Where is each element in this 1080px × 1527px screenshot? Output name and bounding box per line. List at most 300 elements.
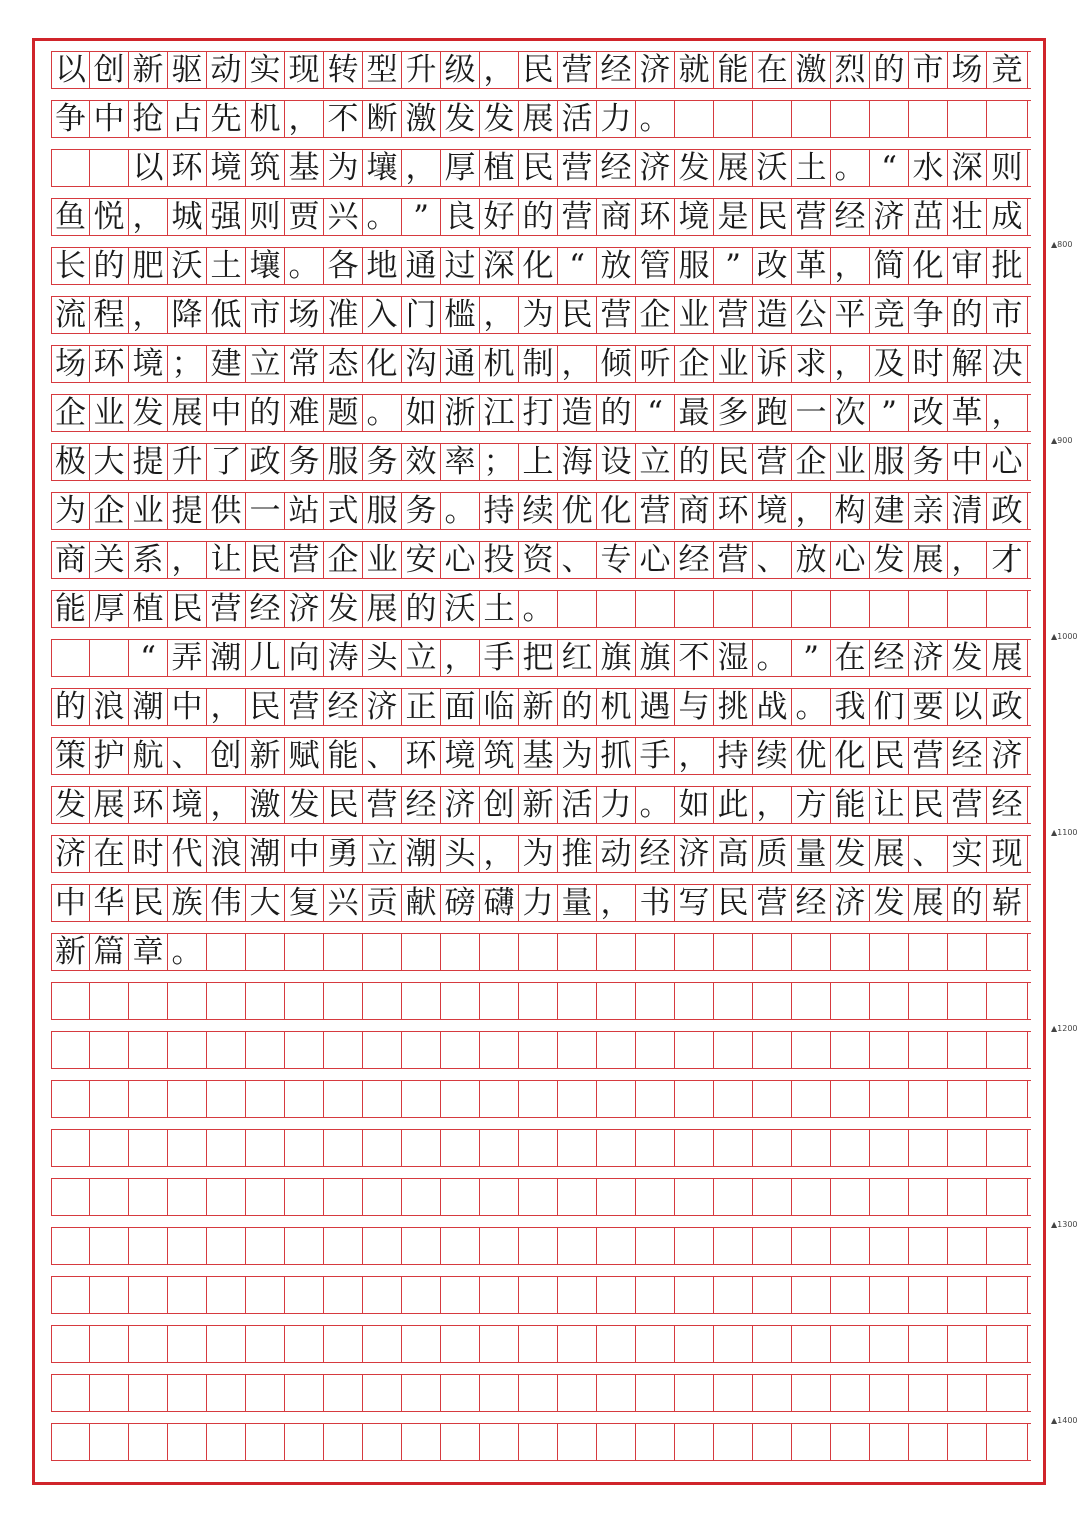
- grid-cell: 听: [636, 346, 675, 382]
- grid-cell: [753, 1032, 792, 1068]
- grid-cell: [831, 1130, 870, 1166]
- grid-cell: 业: [129, 493, 168, 529]
- grid-cell: [909, 1375, 948, 1411]
- grid-cell: [51, 1228, 90, 1264]
- grid-cell: [597, 1326, 636, 1362]
- grid-cell: [597, 1179, 636, 1215]
- grid-cell: [441, 1032, 480, 1068]
- grid-cell: 展: [90, 787, 129, 823]
- grid-cell: 沃: [168, 248, 207, 284]
- grid-cell: 的: [675, 444, 714, 480]
- grid-cell: 悦: [90, 199, 129, 235]
- grid-cell: [285, 1277, 324, 1313]
- grid-cell: 升: [168, 444, 207, 480]
- grid-cell: 海: [558, 444, 597, 480]
- grid-cell: [90, 1081, 129, 1117]
- grid-cell: [402, 1130, 441, 1166]
- grid-cell: 过: [441, 248, 480, 284]
- grid-cell: [909, 1032, 948, 1068]
- grid-cell: [948, 1081, 987, 1117]
- grid-cell: [948, 1424, 987, 1460]
- grid-cell: [402, 1081, 441, 1117]
- grid-cell: 新: [129, 52, 168, 88]
- grid-cell: [792, 1179, 831, 1215]
- grid-cell: 伟: [207, 885, 246, 921]
- grid-cell: 济: [636, 150, 675, 186]
- grid-cell: [948, 1032, 987, 1068]
- grid-cell: 能: [51, 591, 90, 627]
- grid-cell: [753, 1277, 792, 1313]
- grid-cell: [909, 1424, 948, 1460]
- grid-cell: 。: [441, 493, 480, 529]
- grid-cell: 大: [246, 885, 285, 921]
- grid-cell: 槛: [441, 297, 480, 333]
- grid-cell: [168, 1179, 207, 1215]
- grid-cell: [675, 1375, 714, 1411]
- grid-cell: [558, 1032, 597, 1068]
- grid-cell: [870, 591, 909, 627]
- grid-cell: [207, 1375, 246, 1411]
- grid-cell: 决: [987, 346, 1028, 382]
- grid-cell: 书: [636, 885, 675, 921]
- grid-cell: 不: [675, 640, 714, 676]
- grid-cell: 质: [753, 836, 792, 872]
- grid-cell: 济: [441, 787, 480, 823]
- grid-cell: 浙: [441, 395, 480, 431]
- grid-cell: 展: [870, 836, 909, 872]
- grid-cell: 基: [519, 738, 558, 774]
- grid-cell: [324, 1277, 363, 1313]
- margin-marker: ▲1200: [1051, 1024, 1078, 1033]
- grid-cell: ，: [168, 542, 207, 578]
- grid-row: [51, 688, 1031, 726]
- grid-cell: 展: [168, 395, 207, 431]
- grid-cell: [753, 1081, 792, 1117]
- grid-cell: 良: [441, 199, 480, 235]
- grid-cell: 境: [753, 493, 792, 529]
- grid-cell: [207, 983, 246, 1019]
- grid-cell: [714, 101, 753, 137]
- grid-cell: 续: [753, 738, 792, 774]
- grid-cell: [441, 983, 480, 1019]
- grid-cell: [441, 1179, 480, 1215]
- grid-cell: 鱼: [51, 199, 90, 235]
- grid-cell: 遇: [636, 689, 675, 725]
- grid-cell: [324, 1375, 363, 1411]
- grid-cell: [714, 1277, 753, 1313]
- grid-cell: ，: [129, 297, 168, 333]
- grid-cell: [363, 1375, 402, 1411]
- grid-cell: 效: [402, 444, 441, 480]
- grid-cell: 发: [948, 640, 987, 676]
- grid-cell: [519, 983, 558, 1019]
- grid-cell: 的: [402, 591, 441, 627]
- grid-cell: ；: [480, 444, 519, 480]
- grid-cell: 发: [129, 395, 168, 431]
- grid-cell: [909, 1179, 948, 1215]
- grid-cell: 的: [870, 52, 909, 88]
- grid-cell: 营: [948, 787, 987, 823]
- grid-cell: 亲: [909, 493, 948, 529]
- grid-cell: [168, 1081, 207, 1117]
- grid-cell: [675, 1130, 714, 1166]
- grid-cell: 化: [363, 346, 402, 382]
- grid-cell: 营: [285, 689, 324, 725]
- grid-cell: 强: [207, 199, 246, 235]
- grid-cell: 展: [519, 101, 558, 137]
- grid-cell: 向: [285, 640, 324, 676]
- grid-cell: 中: [168, 689, 207, 725]
- grid-cell: [480, 983, 519, 1019]
- grid-cell: 解: [948, 346, 987, 382]
- grid-cell: 激: [402, 101, 441, 137]
- grid-cell: 、: [753, 542, 792, 578]
- grid-cell: 化: [909, 248, 948, 284]
- grid-cell: [207, 1277, 246, 1313]
- grid-cell: [987, 1081, 1028, 1117]
- grid-cell: ，: [285, 101, 324, 137]
- grid-cell: 实: [948, 836, 987, 872]
- grid-cell: 供: [207, 493, 246, 529]
- grid-cell: 资: [519, 542, 558, 578]
- grid-cell: 不: [324, 101, 363, 137]
- grid-cell: [480, 1424, 519, 1460]
- grid-cell: 江: [480, 395, 519, 431]
- grid-cell: [519, 1081, 558, 1117]
- grid-cell: 市: [246, 297, 285, 333]
- grid-cell: 民: [246, 542, 285, 578]
- grid-cell: [441, 1375, 480, 1411]
- grid-cell: 上: [519, 444, 558, 480]
- grid-cell: [831, 1375, 870, 1411]
- grid-cell: [558, 1179, 597, 1215]
- grid-cell: 制: [519, 346, 558, 382]
- grid-cell: [714, 1228, 753, 1264]
- grid-cell: 经: [246, 591, 285, 627]
- grid-cell: [558, 1326, 597, 1362]
- grid-cell: [675, 934, 714, 970]
- grid-cell: [90, 150, 129, 186]
- grid-cell: 经: [948, 738, 987, 774]
- margin-marker: ▲800: [1051, 240, 1073, 249]
- grid-cell: 式: [324, 493, 363, 529]
- grid-cell: 经: [636, 836, 675, 872]
- grid-cell: 关: [90, 542, 129, 578]
- grid-cell: 经: [792, 885, 831, 921]
- grid-cell: 兴: [324, 199, 363, 235]
- grid-cell: [363, 1326, 402, 1362]
- grid-cell: 环: [714, 493, 753, 529]
- grid-cell: 实: [246, 52, 285, 88]
- grid-cell: 服: [675, 248, 714, 284]
- grid-cell: 华: [90, 885, 129, 921]
- grid-cell: 竞: [987, 52, 1028, 88]
- grid-cell: 涛: [324, 640, 363, 676]
- grid-cell: 民: [714, 444, 753, 480]
- grid-cell: 成: [987, 199, 1028, 235]
- grid-cell: [519, 1326, 558, 1362]
- grid-cell: 政: [987, 493, 1028, 529]
- grid-cell: 弄: [168, 640, 207, 676]
- grid-cell: 、: [363, 738, 402, 774]
- grid-cell: 为: [519, 836, 558, 872]
- grid-cell: [324, 1032, 363, 1068]
- grid-cell: ；: [168, 346, 207, 382]
- grid-cell: [285, 1326, 324, 1362]
- grid-cell: [168, 1032, 207, 1068]
- grid-cell: [402, 1375, 441, 1411]
- grid-cell: [636, 1375, 675, 1411]
- grid-cell: 优: [558, 493, 597, 529]
- grid-cell: 升: [402, 52, 441, 88]
- grid-cell: 中: [207, 395, 246, 431]
- grid-cell: 水: [909, 150, 948, 186]
- grid-cell: [636, 1081, 675, 1117]
- grid-cell: 革: [792, 248, 831, 284]
- grid-cell: [870, 1228, 909, 1264]
- grid-row: [51, 345, 1031, 383]
- grid-cell: [168, 1326, 207, 1362]
- grid-cell: ，: [558, 346, 597, 382]
- grid-cell: 沃: [753, 150, 792, 186]
- grid-cell: 通: [441, 346, 480, 382]
- grid-row: [51, 835, 1031, 873]
- grid-cell: 营: [558, 199, 597, 235]
- grid-cell: 务: [285, 444, 324, 480]
- grid-cell: [714, 1081, 753, 1117]
- grid-cell: [363, 1130, 402, 1166]
- margin-marker: ▲1000: [1051, 632, 1078, 641]
- grid-cell: 民: [246, 689, 285, 725]
- grid-cell: 立: [363, 836, 402, 872]
- grid-cell: 则: [246, 199, 285, 235]
- grid-cell: 管: [636, 248, 675, 284]
- grid-cell: [597, 1375, 636, 1411]
- grid-cell: 把: [519, 640, 558, 676]
- grid-cell: 。: [792, 689, 831, 725]
- grid-cell: 动: [207, 52, 246, 88]
- grid-cell: [519, 1130, 558, 1166]
- grid-cell: 心: [636, 542, 675, 578]
- grid-cell: 展: [363, 591, 402, 627]
- grid-cell: 为: [558, 738, 597, 774]
- grid-cell: [129, 1081, 168, 1117]
- grid-cell: 为: [519, 297, 558, 333]
- grid-cell: 新: [246, 738, 285, 774]
- grid-cell: 的: [51, 689, 90, 725]
- grid-cell: [51, 1032, 90, 1068]
- grid-cell: [714, 1032, 753, 1068]
- grid-cell: [207, 1130, 246, 1166]
- grid-cell: [324, 934, 363, 970]
- grid-cell: 立: [246, 346, 285, 382]
- grid-cell: 一: [792, 395, 831, 431]
- grid-row: [51, 541, 1031, 579]
- grid-cell: 降: [168, 297, 207, 333]
- grid-cell: 。: [363, 199, 402, 235]
- grid-cell: 章: [129, 934, 168, 970]
- grid-cell: [792, 1326, 831, 1362]
- grid-cell: ，: [831, 248, 870, 284]
- grid-cell: 企: [636, 297, 675, 333]
- grid-cell: [987, 1228, 1028, 1264]
- grid-cell: [987, 1130, 1028, 1166]
- grid-row: [51, 786, 1031, 824]
- grid-cell: 占: [168, 101, 207, 137]
- grid-cell: 时: [909, 346, 948, 382]
- grid-cell: 企: [324, 542, 363, 578]
- grid-cell: [987, 983, 1028, 1019]
- grid-cell: [285, 983, 324, 1019]
- grid-cell: 则: [987, 150, 1028, 186]
- grid-cell: 服: [870, 444, 909, 480]
- grid-cell: [636, 1179, 675, 1215]
- grid-cell: 。: [636, 787, 675, 823]
- grid-cell: 门: [402, 297, 441, 333]
- grid-cell: ，: [480, 297, 519, 333]
- grid-cell: [831, 1277, 870, 1313]
- grid-cell: [402, 1326, 441, 1362]
- grid-cell: 的: [519, 199, 558, 235]
- grid-cell: 篇: [90, 934, 129, 970]
- grid-cell: [441, 1081, 480, 1117]
- grid-cell: 土: [480, 591, 519, 627]
- grid-cell: 立: [402, 640, 441, 676]
- grid-cell: [363, 1228, 402, 1264]
- grid-cell: [129, 1228, 168, 1264]
- grid-cell: [519, 1424, 558, 1460]
- grid-cell: 放: [792, 542, 831, 578]
- grid-cell: [519, 1277, 558, 1313]
- grid-cell: [129, 983, 168, 1019]
- grid-cell: 的: [948, 297, 987, 333]
- grid-cell: [207, 1424, 246, 1460]
- grid-cell: [246, 1277, 285, 1313]
- grid-cell: [870, 1130, 909, 1166]
- grid-cell: 写: [675, 885, 714, 921]
- grid-cell: [168, 1277, 207, 1313]
- grid-cell: [675, 1228, 714, 1264]
- grid-cell: 能: [831, 787, 870, 823]
- grid-cell: 好: [480, 199, 519, 235]
- grid-cell: [246, 1130, 285, 1166]
- grid-cell: 环: [402, 738, 441, 774]
- grid-cell: 政: [987, 689, 1028, 725]
- grid-cell: 力: [597, 101, 636, 137]
- grid-cell: 推: [558, 836, 597, 872]
- grid-cell: 立: [636, 444, 675, 480]
- grid-cell: [753, 101, 792, 137]
- grid-cell: ，: [129, 199, 168, 235]
- grid-cell: [753, 934, 792, 970]
- grid-cell: [597, 1130, 636, 1166]
- grid-cell: 境: [129, 346, 168, 382]
- grid-cell: ”: [714, 248, 753, 284]
- grid-cell: 壮: [948, 199, 987, 235]
- grid-cell: [246, 983, 285, 1019]
- grid-cell: 航: [129, 738, 168, 774]
- grid-row: [51, 982, 1031, 1020]
- grid-cell: 经: [675, 542, 714, 578]
- grid-cell: [831, 934, 870, 970]
- grid-cell: [831, 1179, 870, 1215]
- grid-cell: 中: [948, 444, 987, 480]
- grid-cell: [909, 1081, 948, 1117]
- grid-cell: [870, 101, 909, 137]
- grid-cell: [324, 1179, 363, 1215]
- grid-cell: 革: [948, 395, 987, 431]
- grid-cell: [597, 1032, 636, 1068]
- grid-cell: [753, 1179, 792, 1215]
- grid-cell: [441, 934, 480, 970]
- grid-cell: [90, 1375, 129, 1411]
- grid-cell: [246, 934, 285, 970]
- grid-cell: 现: [987, 836, 1028, 872]
- grid-cell: [246, 1179, 285, 1215]
- grid-cell: [714, 983, 753, 1019]
- grid-cell: 场: [285, 297, 324, 333]
- grid-cell: [402, 1424, 441, 1460]
- grid-cell: 场: [51, 346, 90, 382]
- grid-cell: 旗: [597, 640, 636, 676]
- grid-cell: [675, 1424, 714, 1460]
- grid-cell: [519, 934, 558, 970]
- grid-cell: 发: [831, 836, 870, 872]
- grid-cell: [90, 1326, 129, 1362]
- grid-cell: [246, 1081, 285, 1117]
- grid-cell: [90, 1179, 129, 1215]
- grid-cell: 策: [51, 738, 90, 774]
- grid-cell: [909, 101, 948, 137]
- grid-cell: 活: [558, 787, 597, 823]
- grid-cell: [324, 1326, 363, 1362]
- grid-cell: 济: [51, 836, 90, 872]
- grid-cell: 长: [51, 248, 90, 284]
- grid-cell: 提: [129, 444, 168, 480]
- grid-cell: 续: [519, 493, 558, 529]
- grid-cell: 流: [51, 297, 90, 333]
- grid-cell: 发: [870, 542, 909, 578]
- grid-cell: ，: [207, 787, 246, 823]
- grid-cell: [597, 1228, 636, 1264]
- grid-cell: [987, 934, 1028, 970]
- grid-cell: 公: [792, 297, 831, 333]
- grid-cell: 通: [402, 248, 441, 284]
- grid-cell: 争: [909, 297, 948, 333]
- grid-cell: 经: [597, 150, 636, 186]
- grid-cell: [51, 1326, 90, 1362]
- grid-cell: 礴: [480, 885, 519, 921]
- grid-cell: 环: [129, 787, 168, 823]
- grid-cell: [675, 101, 714, 137]
- grid-cell: [51, 1081, 90, 1117]
- grid-cell: 企: [675, 346, 714, 382]
- grid-cell: 化: [831, 738, 870, 774]
- grid-cell: 。: [285, 248, 324, 284]
- grid-cell: 地: [363, 248, 402, 284]
- grid-cell: [519, 1375, 558, 1411]
- grid-cell: [129, 1326, 168, 1362]
- grid-cell: 筑: [480, 738, 519, 774]
- grid-cell: [168, 1375, 207, 1411]
- grid-cell: [480, 1130, 519, 1166]
- grid-cell: [597, 591, 636, 627]
- grid-cell: 烈: [831, 52, 870, 88]
- grid-cell: 厚: [90, 591, 129, 627]
- grid-cell: [597, 983, 636, 1019]
- grid-cell: 。: [831, 150, 870, 186]
- grid-cell: [870, 934, 909, 970]
